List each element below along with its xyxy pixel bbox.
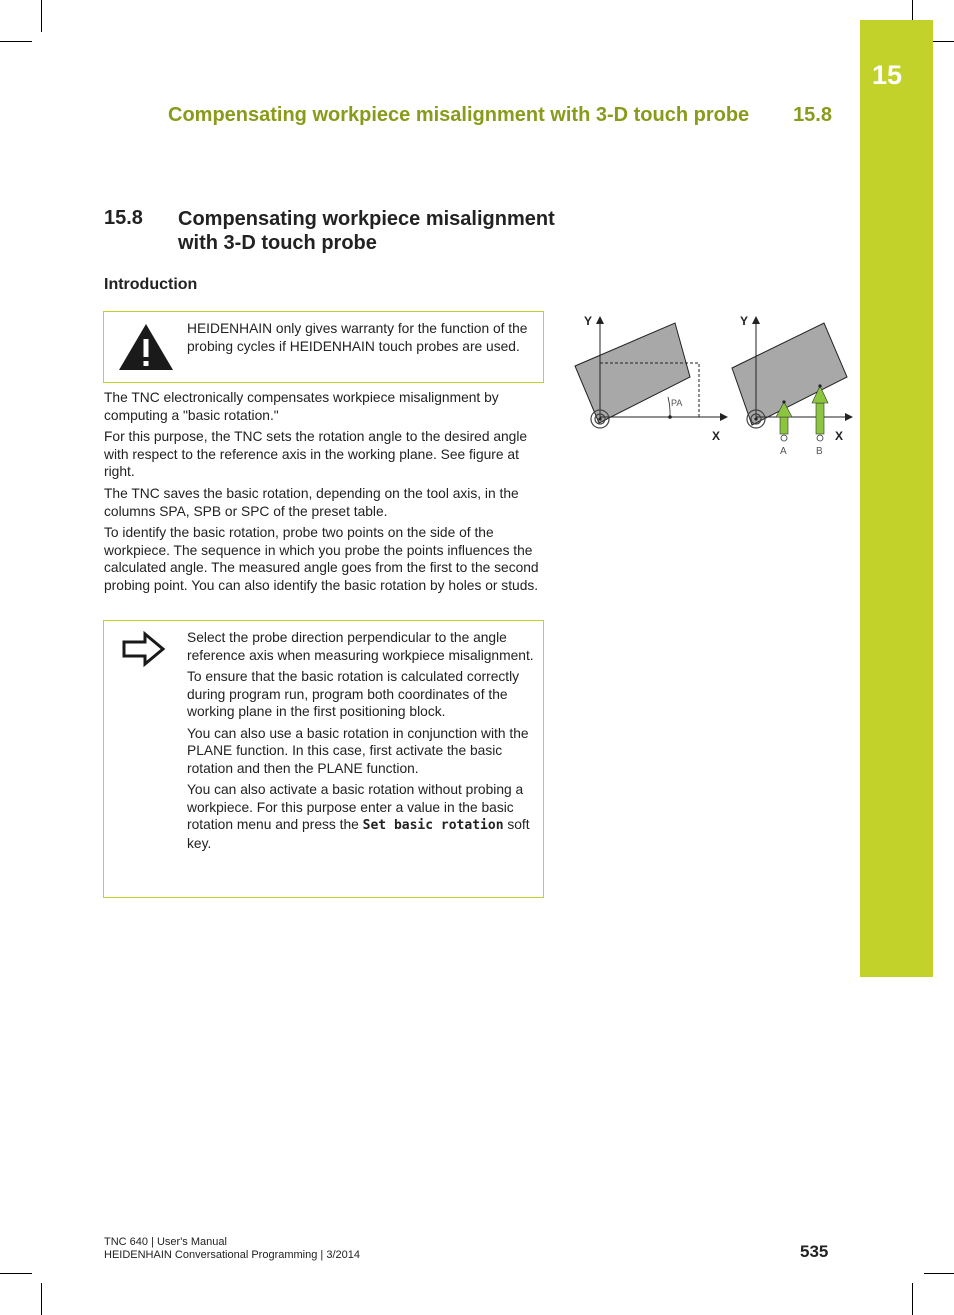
section-number: 15.8 (104, 207, 143, 229)
warning-text: HEIDENHAIN only gives warranty for the function of the probing cycles if HEIDENHAIN touch probes are used. (187, 321, 528, 354)
paragraph-4: To identify the basic rotation, probe two points on the side of the workpiece. The sequence in which you probe the points influences the calculated angle. The measured angle goes from the first to the second probing point. You can also identify the basic rotation by holes or studs. (104, 525, 539, 593)
point-b-label: B (816, 446, 823, 457)
warning-note (103, 311, 544, 383)
footer-info (104, 1236, 360, 1262)
crop-mark (912, 1283, 913, 1315)
left-workpiece (575, 323, 690, 423)
section-title: Compensating workpiece misalignment with 3-D touch probe (178, 208, 555, 254)
running-header (168, 104, 832, 127)
crop-mark (924, 1273, 954, 1274)
right-x-axis-label: X (835, 429, 844, 443)
left-diagram (575, 314, 727, 443)
page-number: 535 (800, 1242, 829, 1261)
crop-mark (930, 41, 954, 42)
right-diagram (732, 314, 852, 457)
right-workpiece (732, 323, 847, 425)
warning-triangle-icon (116, 322, 176, 372)
crop-mark (0, 41, 32, 42)
crop-mark (41, 1283, 42, 1315)
angle-label-pa: PA (671, 398, 683, 408)
chapter-tab (860, 20, 933, 977)
tip-note (103, 620, 544, 898)
subheading-introduction: Introduction (104, 276, 198, 293)
tip-paragraph-2: To ensure that the basic rotation is calculated correctly during program run, program both coordinates of the working plane in the first positioning block. (187, 669, 520, 719)
tip-paragraph-3: You can also use a basic rotation in conjunction with the PLANE function. In this case, first activate the basic rotation and then the PLANE function. (187, 725, 529, 776)
tip-paragraph-4: You can also activate a basic rotation without probing a workpiece. For this purpose enter a value in the basic rotation menu and press the Set basic rotation soft key. (187, 782, 530, 851)
crop-mark (41, 0, 42, 32)
footer-line-1: TNC 640 | User's Manual (104, 1236, 227, 1248)
paragraph-1: The TNC electronically compensates workpiece misalignment by computing a "basic rotation." (104, 390, 499, 423)
basic-rotation-figure (560, 305, 860, 465)
running-section-number: 15.8 (793, 104, 832, 126)
probe-arrow-b (812, 386, 828, 441)
crop-mark (0, 1273, 32, 1274)
paragraph-3: The TNC saves the basic rotation, depending on the tool axis, in the columns SPA, SPB or SPC of the preset table. (104, 486, 519, 519)
left-x-axis-label: X (712, 429, 721, 443)
arrow-right-icon (121, 631, 167, 667)
chapter-number: 15 (872, 60, 903, 90)
crop-mark (912, 0, 913, 20)
footer-line-2: HEIDENHAIN Conversational Programming | 3/2014 (104, 1249, 360, 1261)
paragraph-2: For this purpose, the TNC sets the rotation angle to the desired angle with respect to the reference axis in the working plane. See figure at right. (104, 429, 528, 479)
point-a-label: A (780, 446, 787, 457)
softkey-name: Set basic rotation (362, 818, 504, 833)
right-y-axis-label: Y (740, 314, 749, 328)
tip-paragraph-1: Select the probe direction perpendicular to the angle reference axis when measuring workpiece misalignment. (187, 630, 534, 663)
running-title: Compensating workpiece misalignment with 3-D touch probe (168, 104, 750, 126)
left-y-axis-label: Y (584, 314, 593, 328)
